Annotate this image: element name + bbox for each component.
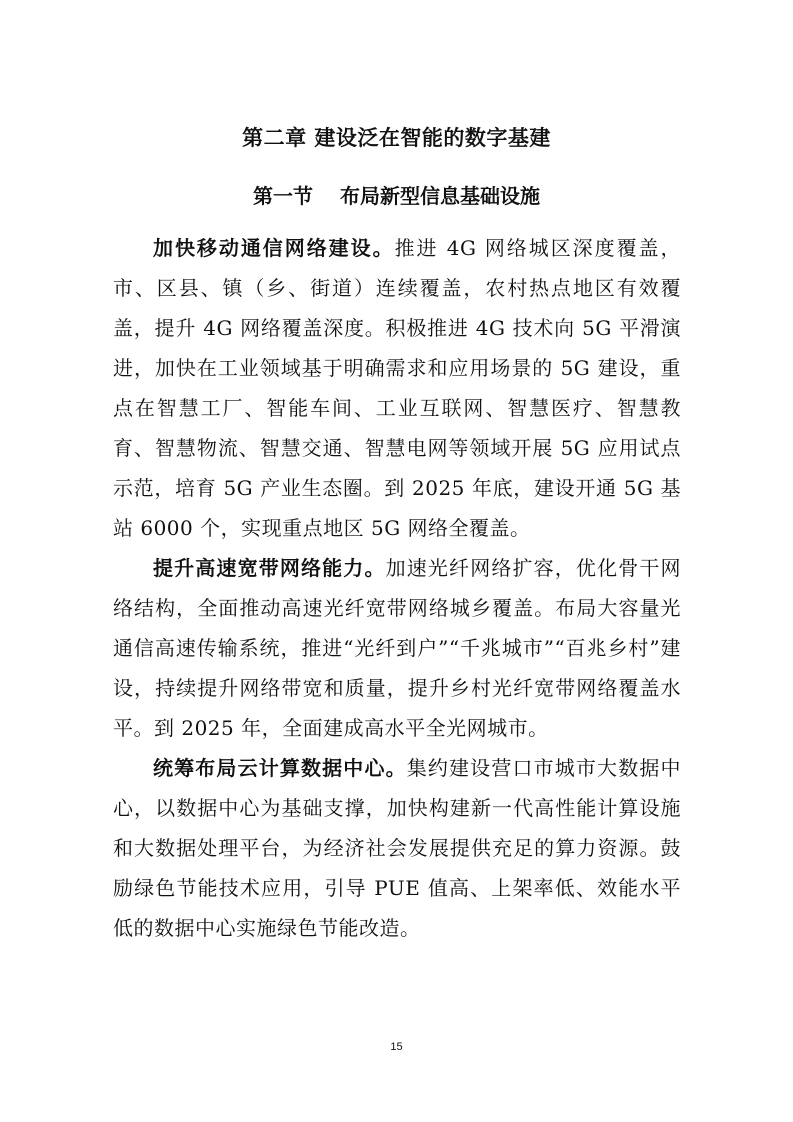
paragraph-lead: 加快移动通信网络建设。 — [153, 236, 395, 260]
page-number: 15 — [390, 1041, 403, 1053]
body-text — [113, 228, 681, 948]
chapter-title: 第二章 建设泛在智能的数字基建 — [242, 126, 551, 150]
paragraph-body: 推进 4G 网络城区深度覆盖，市、区县、镇（乡、街道）连续覆盖，农村热点地区有效覆盖，提升 4G 网络覆盖深度。积极推进 4G 技术向 5G 平滑演进，加快在工业领域基于明确需求和应用场景的 5G 建设，重点在智慧工厂、智能车间、工业互联网、智慧医疗、智慧教育、智慧物流、智慧交通、智慧电网等领域开展 5G 应用试点示范，培育 5G 产业生态圈。到 2025 年底，建设开通 5G 基站 6000 个，实现重点地区 5G 网络全覆盖。 — [113, 236, 681, 540]
paragraph-body: 集约建设营口市城市大数据中心，以数据中心为基础支撑，加快构建新一代高性能计算设施和大数据处理平台，为经济社会发展提供充足的算力资源。鼓励绿色节能技术应用，引导 PUE 值高、上架率低、效能水平低的数据中心实施绿色节能改造。 — [113, 756, 681, 940]
paragraph-lead: 提升高速宽带网络能力。 — [153, 556, 386, 580]
paragraph-mobile-network — [113, 228, 681, 548]
paragraph-lead: 统筹布局云计算数据中心。 — [153, 756, 407, 780]
paragraph-cloud-data-center — [113, 748, 681, 948]
paragraph-broadband-network — [113, 548, 681, 748]
section-title: 第一节 布局新型信息基础设施 — [253, 184, 540, 208]
paragraph-body: 加速光纤网络扩容，优化骨干网络结构，全面推动高速光纤宽带网络城乡覆盖。布局大容量光通信高速传输系统，推进“光纤到户”“千兆城市”“百兆乡村”建设，持续提升网络带宽和质量，提升乡村光纤宽带网络覆盖水平。到 2025 年，全面建成高水平全光网城市。 — [113, 556, 682, 740]
